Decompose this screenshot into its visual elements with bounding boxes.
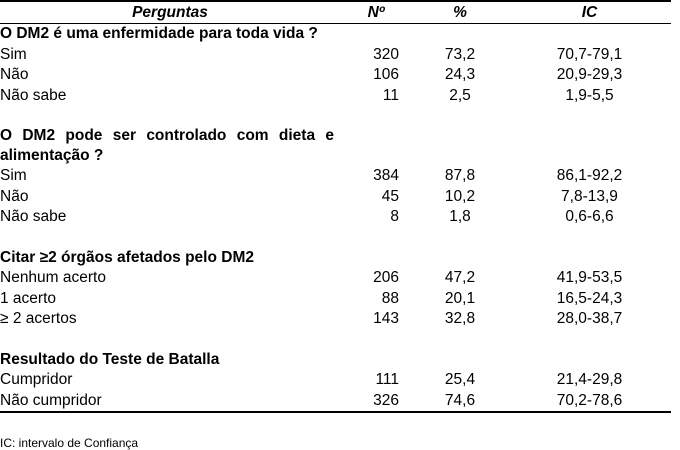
row-ci: 7,8-13,9 xyxy=(561,187,618,205)
section-title: O DM2 é uma enfermidade para toda vida ? xyxy=(0,25,318,43)
row-ci: 70,2-78,6 xyxy=(508,390,671,411)
row-pct: 87,8 xyxy=(444,167,476,185)
row-n: 11 xyxy=(382,86,399,104)
row-label: 1 acerto xyxy=(0,289,57,307)
row-n: 384 xyxy=(373,167,399,185)
row-label: ≥ 2 acertos xyxy=(0,310,77,328)
row-ci: 16,5-24,3 xyxy=(556,289,623,307)
table-row xyxy=(0,390,671,411)
row-pct: 47,2 xyxy=(444,269,476,287)
row-ci: 86,1-92,2 xyxy=(556,167,623,185)
header-ci: IC xyxy=(508,1,671,24)
row-pct: 25,4 xyxy=(444,371,476,389)
row-pct: 32,8 xyxy=(444,310,476,328)
row-pct: 74,6 xyxy=(412,390,508,411)
table-row xyxy=(0,268,671,288)
table-row xyxy=(0,65,671,85)
row-ci: 41,9-53,5 xyxy=(556,269,623,287)
row-ci: 28,0-38,7 xyxy=(556,310,623,328)
row-n: 88 xyxy=(381,289,399,307)
row-n: 106 xyxy=(373,66,399,84)
header-n: Nº xyxy=(340,1,412,24)
section-title: Citar ≥2 órgãos afetados pelo DM2 xyxy=(0,248,254,266)
row-pct: 73,2 xyxy=(444,45,476,63)
table-row xyxy=(0,44,671,64)
row-n: 326 xyxy=(340,390,412,411)
row-n: 8 xyxy=(390,208,399,226)
row-label: Não sabe xyxy=(0,208,67,226)
row-pct: 10,2 xyxy=(444,187,476,205)
row-label: Não xyxy=(0,66,29,84)
row-label: Não cumpridor xyxy=(0,390,340,411)
row-n: 320 xyxy=(373,45,399,63)
row-ci: 20,9-29,3 xyxy=(556,66,623,84)
row-n: 206 xyxy=(373,269,399,287)
row-label: Cumpridor xyxy=(0,371,73,389)
row-ci: 1,9-5,5 xyxy=(565,86,614,104)
table-header xyxy=(0,1,671,24)
table-row xyxy=(0,309,671,329)
row-ci: 70,7-79,1 xyxy=(556,45,623,63)
header-pct: % xyxy=(412,1,508,24)
row-label: Nenhum acerto xyxy=(0,269,106,287)
table-row xyxy=(0,85,671,105)
section-title: Resultado do Teste de Batalla xyxy=(0,350,220,368)
row-label: Sim xyxy=(0,167,27,185)
table-row xyxy=(0,166,671,186)
row-pct: 2,5 xyxy=(449,86,471,104)
row-pct: 1,8 xyxy=(449,208,471,226)
table-row xyxy=(0,186,671,206)
table-row xyxy=(0,288,671,308)
row-n: 111 xyxy=(375,371,399,389)
row-n: 45 xyxy=(381,187,399,205)
row-ci: 21,4-29,8 xyxy=(556,371,623,389)
row-n: 143 xyxy=(373,310,399,328)
row-pct: 20,1 xyxy=(444,289,476,307)
row-label: Não xyxy=(0,187,29,205)
header-question: Perguntas xyxy=(0,1,340,24)
table-row xyxy=(0,207,671,227)
row-label: Não sabe xyxy=(0,86,67,104)
table-row xyxy=(0,370,671,390)
section-title: O DM2 pode ser controlado com dieta e alimentação ? xyxy=(0,126,334,164)
row-ci: 0,6-6,6 xyxy=(565,208,614,226)
row-label: Sim xyxy=(0,45,27,63)
footnote: IC: intervalo de Confiança xyxy=(0,436,139,450)
row-pct: 24,3 xyxy=(444,66,476,84)
